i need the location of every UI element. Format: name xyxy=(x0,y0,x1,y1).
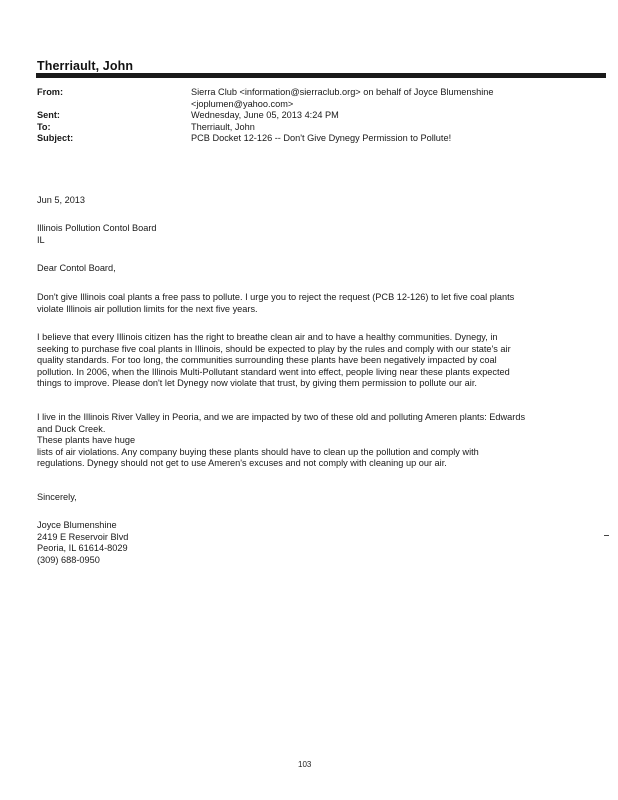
signature-phone: (309) 688-0950 xyxy=(37,554,100,565)
p3-line3: These plants have huge xyxy=(37,435,136,446)
p3-line4: lists of air violations. Any company buying these plants should have to clean up the pollution and comply with xyxy=(37,446,479,457)
closing xyxy=(37,492,582,504)
p2-line5: things to improve. Please don't let Dynegy now violate that trust, by giving them permission to pollute our air. xyxy=(37,378,477,389)
letter-date xyxy=(37,195,582,207)
paragraph-2 xyxy=(37,332,582,390)
sent-label: Sent: xyxy=(37,110,60,120)
recipient-line2: IL xyxy=(37,234,45,245)
salutation xyxy=(37,263,582,275)
from-label: From: xyxy=(37,87,64,97)
subject-row xyxy=(37,133,597,145)
page-number: 103 xyxy=(298,760,312,769)
header-rule xyxy=(36,73,606,78)
subject-label: Subject: xyxy=(37,133,74,143)
signature-address2: Peoria, IL 61614-8029 xyxy=(37,543,128,554)
from-value-line1: Sierra Club <information@sierraclub.org> on behalf of Joyce Blumenshine xyxy=(191,87,494,97)
closing-text: Sincerely, xyxy=(37,492,77,502)
from-value xyxy=(191,87,597,110)
recipient-line1: Illinois Pollution Contol Board xyxy=(37,223,157,233)
p1-line1: Don't give Illinois coal plants a free pass to pollute. I urge you to reject the request (PCB 12-126) to let five coal plants xyxy=(37,292,515,302)
sent-value: Wednesday, June 05, 2013 4:24 PM xyxy=(191,110,339,120)
paragraph-1 xyxy=(37,292,582,315)
sender-name: Therriault, John xyxy=(37,59,134,73)
p1-line2: violate Illinois air pollution limits for the next five years. xyxy=(37,303,258,314)
p2-line3: quality standards. For too long, the communities surrounding these plants have been negatively impacted by coal xyxy=(37,355,497,366)
sent-row xyxy=(37,110,597,122)
signature-name: Joyce Blumenshine xyxy=(37,520,117,530)
p3-line2: and Duck Creek. xyxy=(37,423,106,434)
recipient-block xyxy=(37,223,582,246)
signature-block xyxy=(37,520,582,566)
to-label: To: xyxy=(37,121,51,132)
to-row xyxy=(37,122,597,134)
signature-address1: 2419 E Reservoir Blvd xyxy=(37,531,129,542)
from-value-line2: <joplumen@yahoo.com> xyxy=(191,98,294,109)
p3-line5: regulations. Dynegy should not get to use Ameren's excuses and not comply with cleaning up our air. xyxy=(37,458,447,469)
margin-mark xyxy=(604,535,609,536)
salutation-text: Dear Contol Board, xyxy=(37,263,116,273)
p2-line2: seeking to purchase five coal plants in Illinois, should be expected to play by the rules and comply with our state's air xyxy=(37,343,511,354)
p2-line4: pollution. In 2006, when the Illinois Multi-Pollutant standard went into effect, people living near these plants expected xyxy=(37,366,510,377)
date-text: Jun 5, 2013 xyxy=(37,195,86,205)
paragraph-3 xyxy=(37,412,582,470)
p3-line1: I live in the Illinois River Valley in Peoria, and we are impacted by two of these old and polluting Ameren plants: Edwards xyxy=(37,412,526,422)
subject-value: PCB Docket 12-126 -- Don't Give Dynegy Permission to Pollute! xyxy=(191,133,452,143)
email-header xyxy=(37,87,597,145)
to-value: Therriault, John xyxy=(191,121,255,132)
p2-line1: I believe that every Illinois citizen has the right to breathe clean air and to have a healthy communities. Dynegy, in xyxy=(37,332,498,342)
from-row xyxy=(37,87,597,110)
